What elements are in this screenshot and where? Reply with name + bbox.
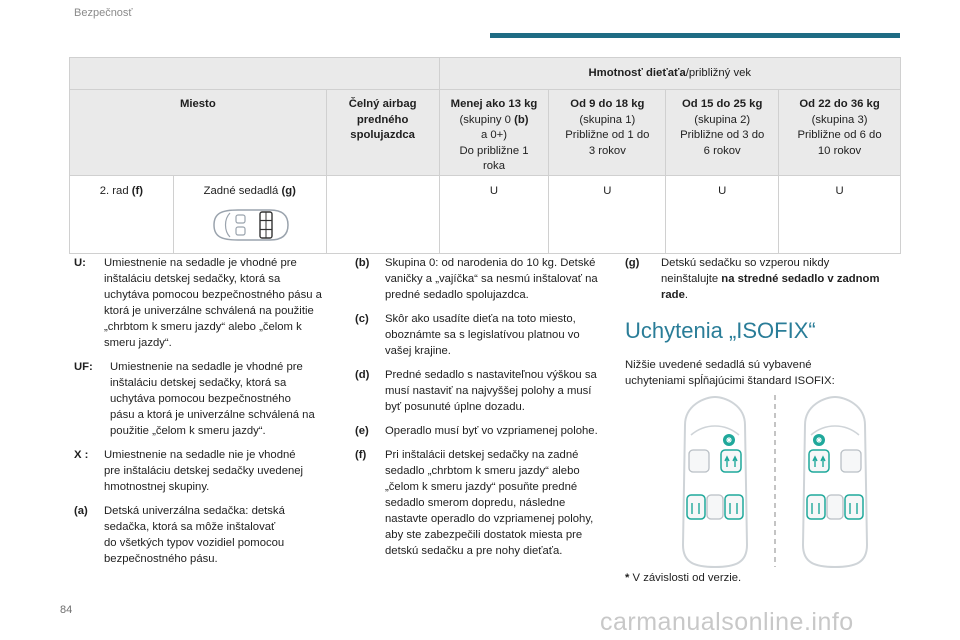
isofix-car-left xyxy=(683,397,747,567)
value-cell: U xyxy=(666,175,779,253)
col-header-group-2: Od 15 do 25 kg (skupina 2) Približne od 3 do 6 rokov xyxy=(666,90,779,176)
child-seat-table xyxy=(69,57,901,254)
legend-entry-g: (g) Detskú sedačku so vzperou nikdy neinštalujte na stredné sedadlo v zadnom rade. xyxy=(625,257,880,301)
row-label: 2. rad (f) xyxy=(70,175,174,253)
section-title: Bezpečnosť xyxy=(74,7,133,19)
table-group-header-row xyxy=(70,58,901,90)
table-column-header-row xyxy=(70,90,901,176)
legend-entry-d: (d) Predné sedadlo s nastaviteľnou výškou sa musí nastaviť na najvyššej polohy a musí byť posunuté úplne dozadu. xyxy=(355,369,597,413)
legend-entry-f: (f) Pri inštalácii detskej sedačky na zadné sedadlo „chrbtom k smeru jazdy“ alebo „čelom k smeru jazdy“ posuňte predné sedadlo smerom dopredu, následne nastavte operadlo do vzpriamenej polohy, aby ste zabezpečili dostatok miesta pre detskú sedačku a pre nohy dieťaťa. xyxy=(355,449,594,557)
isofix-car-right xyxy=(803,397,867,567)
legend-entry-e: (e) Operadlo musí byť vo vzpriamenej polohe. xyxy=(355,425,598,437)
legend-column-3 xyxy=(625,255,905,311)
legend-entry-a: (a) Detská univerzálna sedačka: detská sedačka, ktorá sa môže inštalovať do všetkých typov vozidiel pomocou bezpečnostného pásu. xyxy=(74,505,285,565)
col-header-group-3: Od 22 do 36 kg (skupina 3) Približne od 6 do 10 rokov xyxy=(779,90,901,176)
table-row xyxy=(70,175,901,253)
header-accent-bar xyxy=(490,33,900,38)
page-number: 84 xyxy=(60,604,73,616)
col-header-group-0: Menej ako 13 kg (skupiny 0 (b) a 0+) Do približne 1 roka xyxy=(439,90,549,176)
isofix-heading: Uchytenia „ISOFIX“ xyxy=(625,318,816,343)
airbag-cell xyxy=(326,175,439,253)
legend-entry-c: (c) Skôr ako usadíte dieťa na toto miesto, oboznámte sa s legislatívou platnou vo vašej krajine. xyxy=(355,313,580,357)
legend-column-2 xyxy=(355,255,617,567)
col-header-airbag: Čelný airbag predného spolujazdca xyxy=(326,90,439,176)
watermark: carmanualsonline.info xyxy=(600,608,854,636)
weight-group-header: Hmotnosť dieťaťa/približný vek xyxy=(439,58,900,90)
value-cell: U xyxy=(779,175,901,253)
isofix-seats-diagram xyxy=(665,395,885,570)
col-header-place: Miesto xyxy=(70,90,327,176)
footnote: * V závislosti od verzie. xyxy=(625,572,742,584)
legend-entry-u: U: Umiestnenie na sedadle je vhodné pre inštaláciu detskej sedačky, ktorá sa uchytáva pomocou bezpečnostného pásu a ktorá je univerzálne schválená na použitie „chrbtom k smeru jazdy“ alebo „čelom k smeru jazdy“. xyxy=(74,257,322,349)
legend-entry-b: (b) Skupina 0: od narodenia do 10 kg. Detské vaničky a „vajíčka“ sa nesmú inštalovať na predné sedadlo spolujazdca. xyxy=(355,257,598,301)
legend-column-1 xyxy=(74,255,344,575)
legend-entry-uf: UF: Umiestnenie na sedadle je vhodné pre inštaláciu detskej sedačky, ktorá sa uchytáva pomocou bezpečnostného pásu a ktorá je univerzálne schválená na použitie „čelom k smeru jazdy“. xyxy=(74,361,315,437)
value-cell: U xyxy=(549,175,666,253)
seat-label: Zadné sedadlá (g) xyxy=(173,175,326,253)
col-header-group-1: Od 9 do 18 kg (skupina 1) Približne od 1 do 3 rokov xyxy=(549,90,666,176)
value-cell: U xyxy=(439,175,549,253)
rear-seats-car-icon xyxy=(208,205,292,245)
legend-entry-x: X : Umiestnenie na sedadle nie je vhodné pre inštaláciu detskej sedačky uvedenej hmotnostnej skupiny. xyxy=(74,449,304,493)
isofix-intro: Nižšie uvedené sedadlá sú vybavené uchyteniami spĺňajúcimi štandard ISOFIX: xyxy=(625,359,835,387)
